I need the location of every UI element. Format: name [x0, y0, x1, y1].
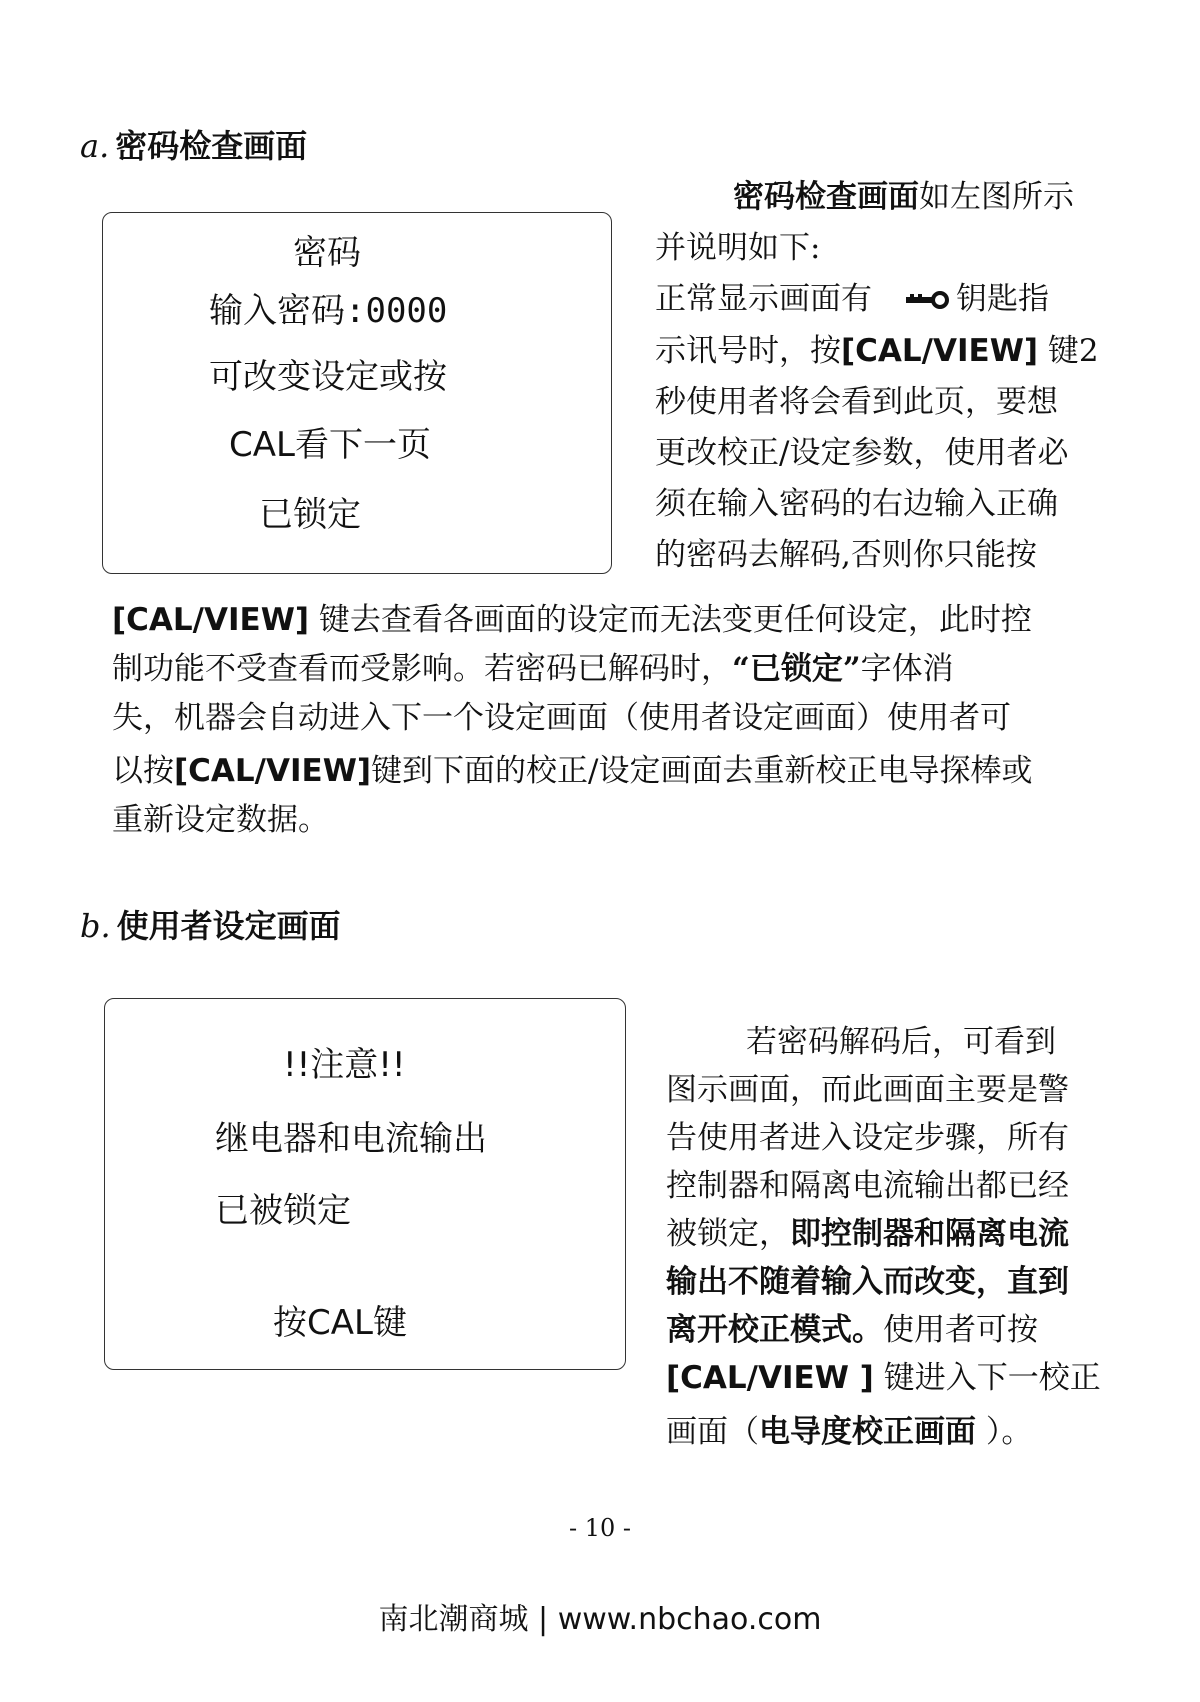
cal-view-key-label: [CAL/VIEW] [841, 333, 1039, 369]
text-row [112, 747, 1033, 796]
user-setting-screen-display [104, 998, 626, 1370]
text-row [666, 1408, 1101, 1456]
text-row: 失，机器会自动进入下一个设定画面（使用者设定画面）使用者可 [112, 700, 1011, 736]
text-span: 键去查看各画面的设定而无法变更任何设定，此时控 [309, 602, 1032, 638]
screen-line-cal-next-page: CAL看下一页 [229, 425, 431, 465]
text-row: 的密码去解码,否则你只能按 [655, 537, 1037, 573]
text-span: 使用者可按 [883, 1312, 1038, 1348]
text-row: 图示画面，而此画面主要是警 [666, 1072, 1069, 1108]
locked-quote: “已锁定” [732, 651, 861, 687]
text-row [666, 1354, 1101, 1402]
text-row: 若密码解码后，可看到 [746, 1024, 1056, 1060]
text-span: 以按 [112, 753, 174, 789]
bold-term: 密码检查画面 [733, 179, 919, 215]
key-icon [906, 275, 950, 326]
screen-line-relay-output: 继电器和电流输出 [215, 1119, 487, 1159]
bold-phrase: 输出不随着输入而改变，直到 [666, 1264, 1069, 1300]
text-row [655, 172, 1099, 223]
text-row: 秒使用者将会看到此页，要想 [655, 384, 1058, 420]
text-span: 被锁定， [666, 1216, 790, 1252]
footer-watermark: 南北潮商城 | www.nbchao.com [378, 1602, 822, 1637]
screen-line-locked: 已被锁定 [215, 1191, 351, 1231]
screen-line-enter-password: 输入密码:0000 [209, 291, 448, 331]
text-row [666, 1210, 1101, 1258]
text-row: 告使用者进入设定步骤，所有 [666, 1120, 1069, 1156]
text-row [666, 1306, 1101, 1354]
text-span: 如左图所示 [919, 179, 1074, 215]
screen-line-attention: !!注意!! [283, 1045, 406, 1085]
password-screen-display [102, 212, 612, 574]
section-b-heading [80, 906, 341, 946]
text-row: 须在输入密码的右边输入正确 [655, 486, 1058, 522]
text-row [655, 274, 1099, 326]
text-span: 键2 [1038, 333, 1099, 369]
text-row: 并说明如下: [655, 230, 821, 266]
section-b-title: 使用者设定画面 [116, 907, 341, 945]
text-span: 钥匙指 [956, 281, 1049, 317]
text-span: 正常显示画面有 [655, 281, 872, 317]
text-span: 键进入下一校正 [873, 1360, 1101, 1396]
section-b-right-text [666, 1018, 1101, 1456]
section-b-letter: b. [80, 907, 111, 945]
text-row [112, 596, 1033, 645]
text-span: 画面（ [666, 1414, 759, 1450]
text-row: 控制器和隔离电流输出都已经 [666, 1168, 1069, 1204]
text-row: 重新设定数据。 [112, 802, 329, 838]
text-span: 制功能不受查看而受影响。若密码已解码时， [112, 651, 732, 687]
page-number: - 10 - [568, 1514, 631, 1542]
screen-line-password: 密码 [293, 233, 361, 273]
text-span: ）。 [976, 1414, 1033, 1450]
section-a-right-text [655, 172, 1099, 581]
screen-line-locked: 已锁定 [259, 495, 361, 535]
text-row [655, 326, 1099, 377]
screen-line-change-setting: 可改变设定或按 [209, 357, 447, 397]
section-a-heading [80, 126, 307, 166]
text-row [112, 645, 1033, 694]
text-span: 键到下面的校正/设定画面去重新校正电导探棒或 [371, 753, 1033, 789]
bold-phrase: 即控制器和隔离电流 [790, 1216, 1069, 1252]
section-a-letter: a. [80, 127, 110, 165]
text-row: 更改校正/设定参数，使用者必 [655, 435, 1069, 471]
text-span: 示讯号时，按 [655, 333, 841, 369]
text-span: 字体消 [860, 651, 954, 687]
cal-view-key-label: [CAL/VIEW] [112, 602, 310, 638]
cal-view-key-label: [CAL/VIEW] [174, 753, 372, 789]
bold-phrase: 离开校正模式。 [666, 1312, 883, 1348]
section-a-full-text [112, 596, 1033, 845]
bold-phrase: 电导度校正画面 [759, 1414, 976, 1450]
cal-view-key-label: [CAL/VIEW ] [666, 1360, 874, 1396]
screen-line-press-cal: 按CAL键 [273, 1303, 407, 1343]
section-a-title: 密码检查画面 [115, 127, 308, 165]
